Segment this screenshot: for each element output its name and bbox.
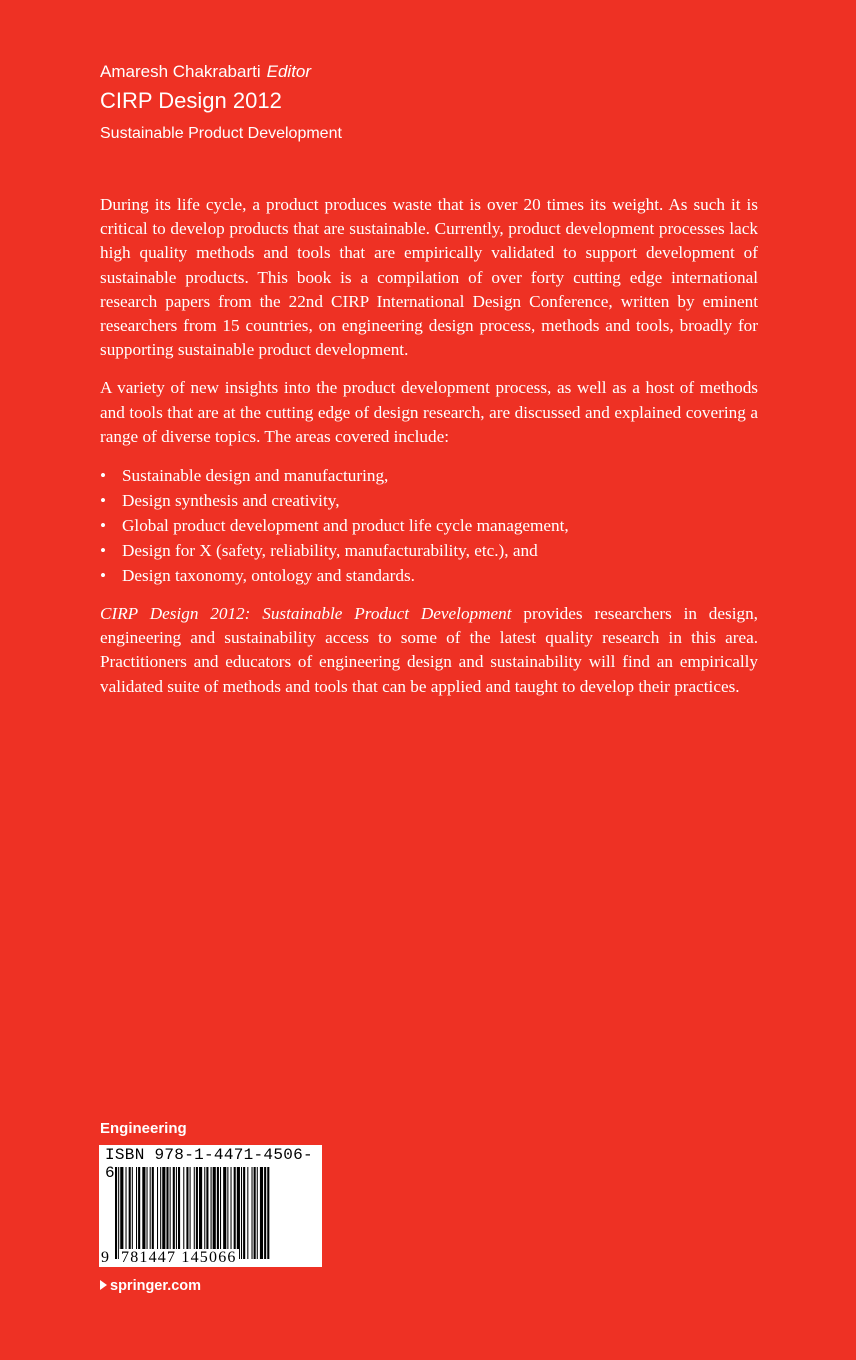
list-item: [100, 563, 758, 588]
list-item-text: Global product development and product life cycle management,: [122, 516, 569, 536]
blurb-paragraph-3: [100, 602, 758, 699]
subject-category: Engineering: [100, 1120, 187, 1137]
blurb-paragraph-2: A variety of new insights into the product development process, as well as a host of methods and tools that are at the cutting edge of design research, are discussed and explained covering a range of diverse topics. The areas covered include:: [100, 378, 758, 446]
ean-first-digit: 9: [101, 1249, 109, 1266]
publisher-link[interactable]: [100, 1276, 201, 1296]
publisher-url: springer.com: [110, 1278, 202, 1294]
arrow-right-icon: [100, 1280, 107, 1290]
list-item: [100, 513, 758, 538]
list-item-text: Design for X (safety, reliability, manufacturability, etc.), and: [122, 541, 538, 561]
book-title: CIRP Design 2012: [100, 88, 282, 113]
book-subtitle: Sustainable Product Development: [100, 125, 342, 142]
bullet-icon: •: [100, 491, 107, 511]
isbn-barcode: [99, 1145, 322, 1267]
list-item-text: Design taxonomy, ontology and standards.: [122, 566, 415, 586]
cover-header: [100, 60, 342, 146]
ean-digits: 781447 145066: [121, 1249, 237, 1266]
blurb-paragraph-3-text: provides researchers in design, engineering and sustainability access to some of the latest quality research in this area. Practitioners and educators of engineering design and sustainability will find an empirically validated suite of methods and tools that can be applied and taught to develop their practices.: [100, 604, 758, 696]
bullet-icon: •: [100, 516, 107, 536]
book-reference: CIRP Design 2012: Sustainable Product Development: [100, 604, 512, 624]
list-item: [100, 463, 758, 488]
list-item: [100, 488, 758, 513]
editor-line: [100, 60, 342, 84]
editor-name: Amaresh Chakrabarti: [100, 62, 261, 81]
list-item-text: Design synthesis and creativity,: [122, 491, 340, 511]
list-item: [100, 538, 758, 563]
bullet-icon: •: [100, 566, 107, 586]
bullet-icon: •: [100, 466, 107, 486]
bullet-icon: •: [100, 541, 107, 561]
list-item-text: Sustainable design and manufacturing,: [122, 466, 389, 486]
blurb-paragraph-1: During its life cycle, a product produces waste that is over 20 times its weight. As such it is critical to develop products that are sustainable. Currently, product development processes lack high quality methods and tools that are empirically validated to support development of sustainable products. This book is a compilation of over forty cutting edge international research papers from the 22nd CIRP International Design Conference, written by eminent researchers from 15 countries, on engineering design process, methods and tools, broadly for supporting sustainable product development.: [100, 195, 758, 360]
barcode-bars-icon: [115, 1167, 307, 1259]
editor-role: Editor: [266, 62, 312, 81]
blurb: [100, 193, 758, 713]
topics-list: [100, 463, 758, 588]
isbn-label: ISBN 978-1-4471-4506-6: [105, 1146, 313, 1182]
